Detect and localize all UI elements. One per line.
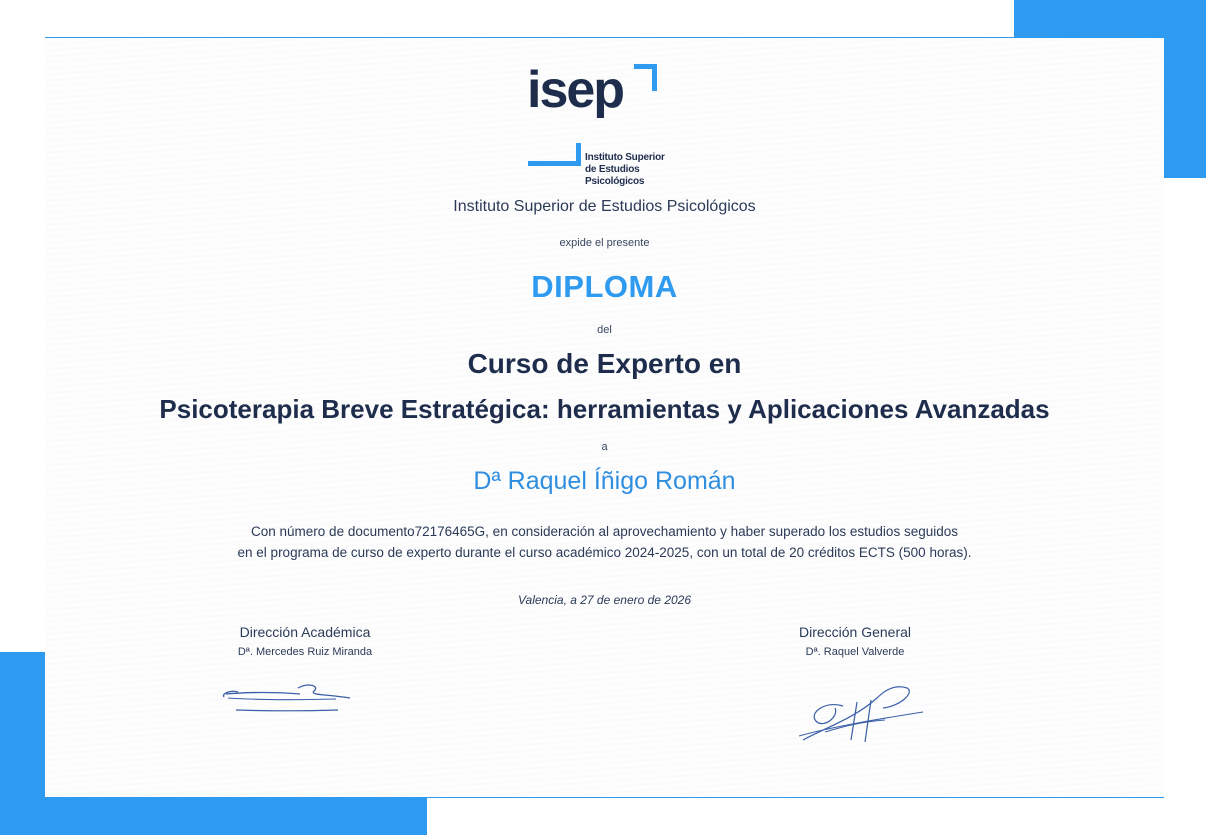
- of-text: del: [597, 324, 612, 336]
- recipient-name: Dª Raquel Íñigo Román: [473, 467, 736, 495]
- body-text-line-2: en el programa de curso de experto durante el curso académico 2024-2025, con un total de 20 créditos ECTS (500 horas).: [237, 545, 972, 560]
- course-title-line-1: Curso de Experto en: [467, 348, 742, 379]
- institution-name: Instituto Superior de Estudios Psicológicos: [453, 198, 756, 215]
- to-text: a: [601, 441, 608, 453]
- body-text-line-1: Con número de documento72176465G, en consideración al aprovechamiento y haber superado los estudios seguidos: [251, 524, 958, 539]
- logo-subtitle-line: de Estudios: [585, 164, 640, 175]
- logo-subtitle-line: Instituto Superior: [585, 152, 665, 163]
- signature-general: [795, 678, 930, 748]
- logo-corner-bottom-left: [528, 143, 581, 166]
- logo-subtitle: [585, 152, 665, 188]
- logo-wordmark: isep: [527, 61, 624, 119]
- isep-logo: [527, 61, 687, 187]
- course-title-line-2: Psicoterapia Breve Estratégica: herramientas y Aplicaciones Avanzadas: [159, 394, 1050, 424]
- document-title: DIPLOMA: [531, 269, 678, 304]
- issues-text: expide el presente: [559, 237, 650, 249]
- signatory-role: Dirección Académica: [239, 624, 371, 640]
- signatory-academic: [195, 624, 415, 659]
- logo-subtitle-line: Psicológicos: [585, 176, 645, 187]
- logo-corner-top-right: [634, 64, 657, 91]
- place-and-date: Valencia, a 27 de enero de 2026: [517, 593, 692, 607]
- signatory-name: Dª. Raquel Valverde: [805, 646, 905, 658]
- signatory-role: Dirección General: [798, 624, 912, 640]
- diploma-certificate: [45, 37, 1164, 798]
- signatory-general: [745, 624, 965, 659]
- signatory-name: Dª. Mercedes Ruiz Miranda: [237, 646, 373, 658]
- signature-academic: [218, 678, 358, 723]
